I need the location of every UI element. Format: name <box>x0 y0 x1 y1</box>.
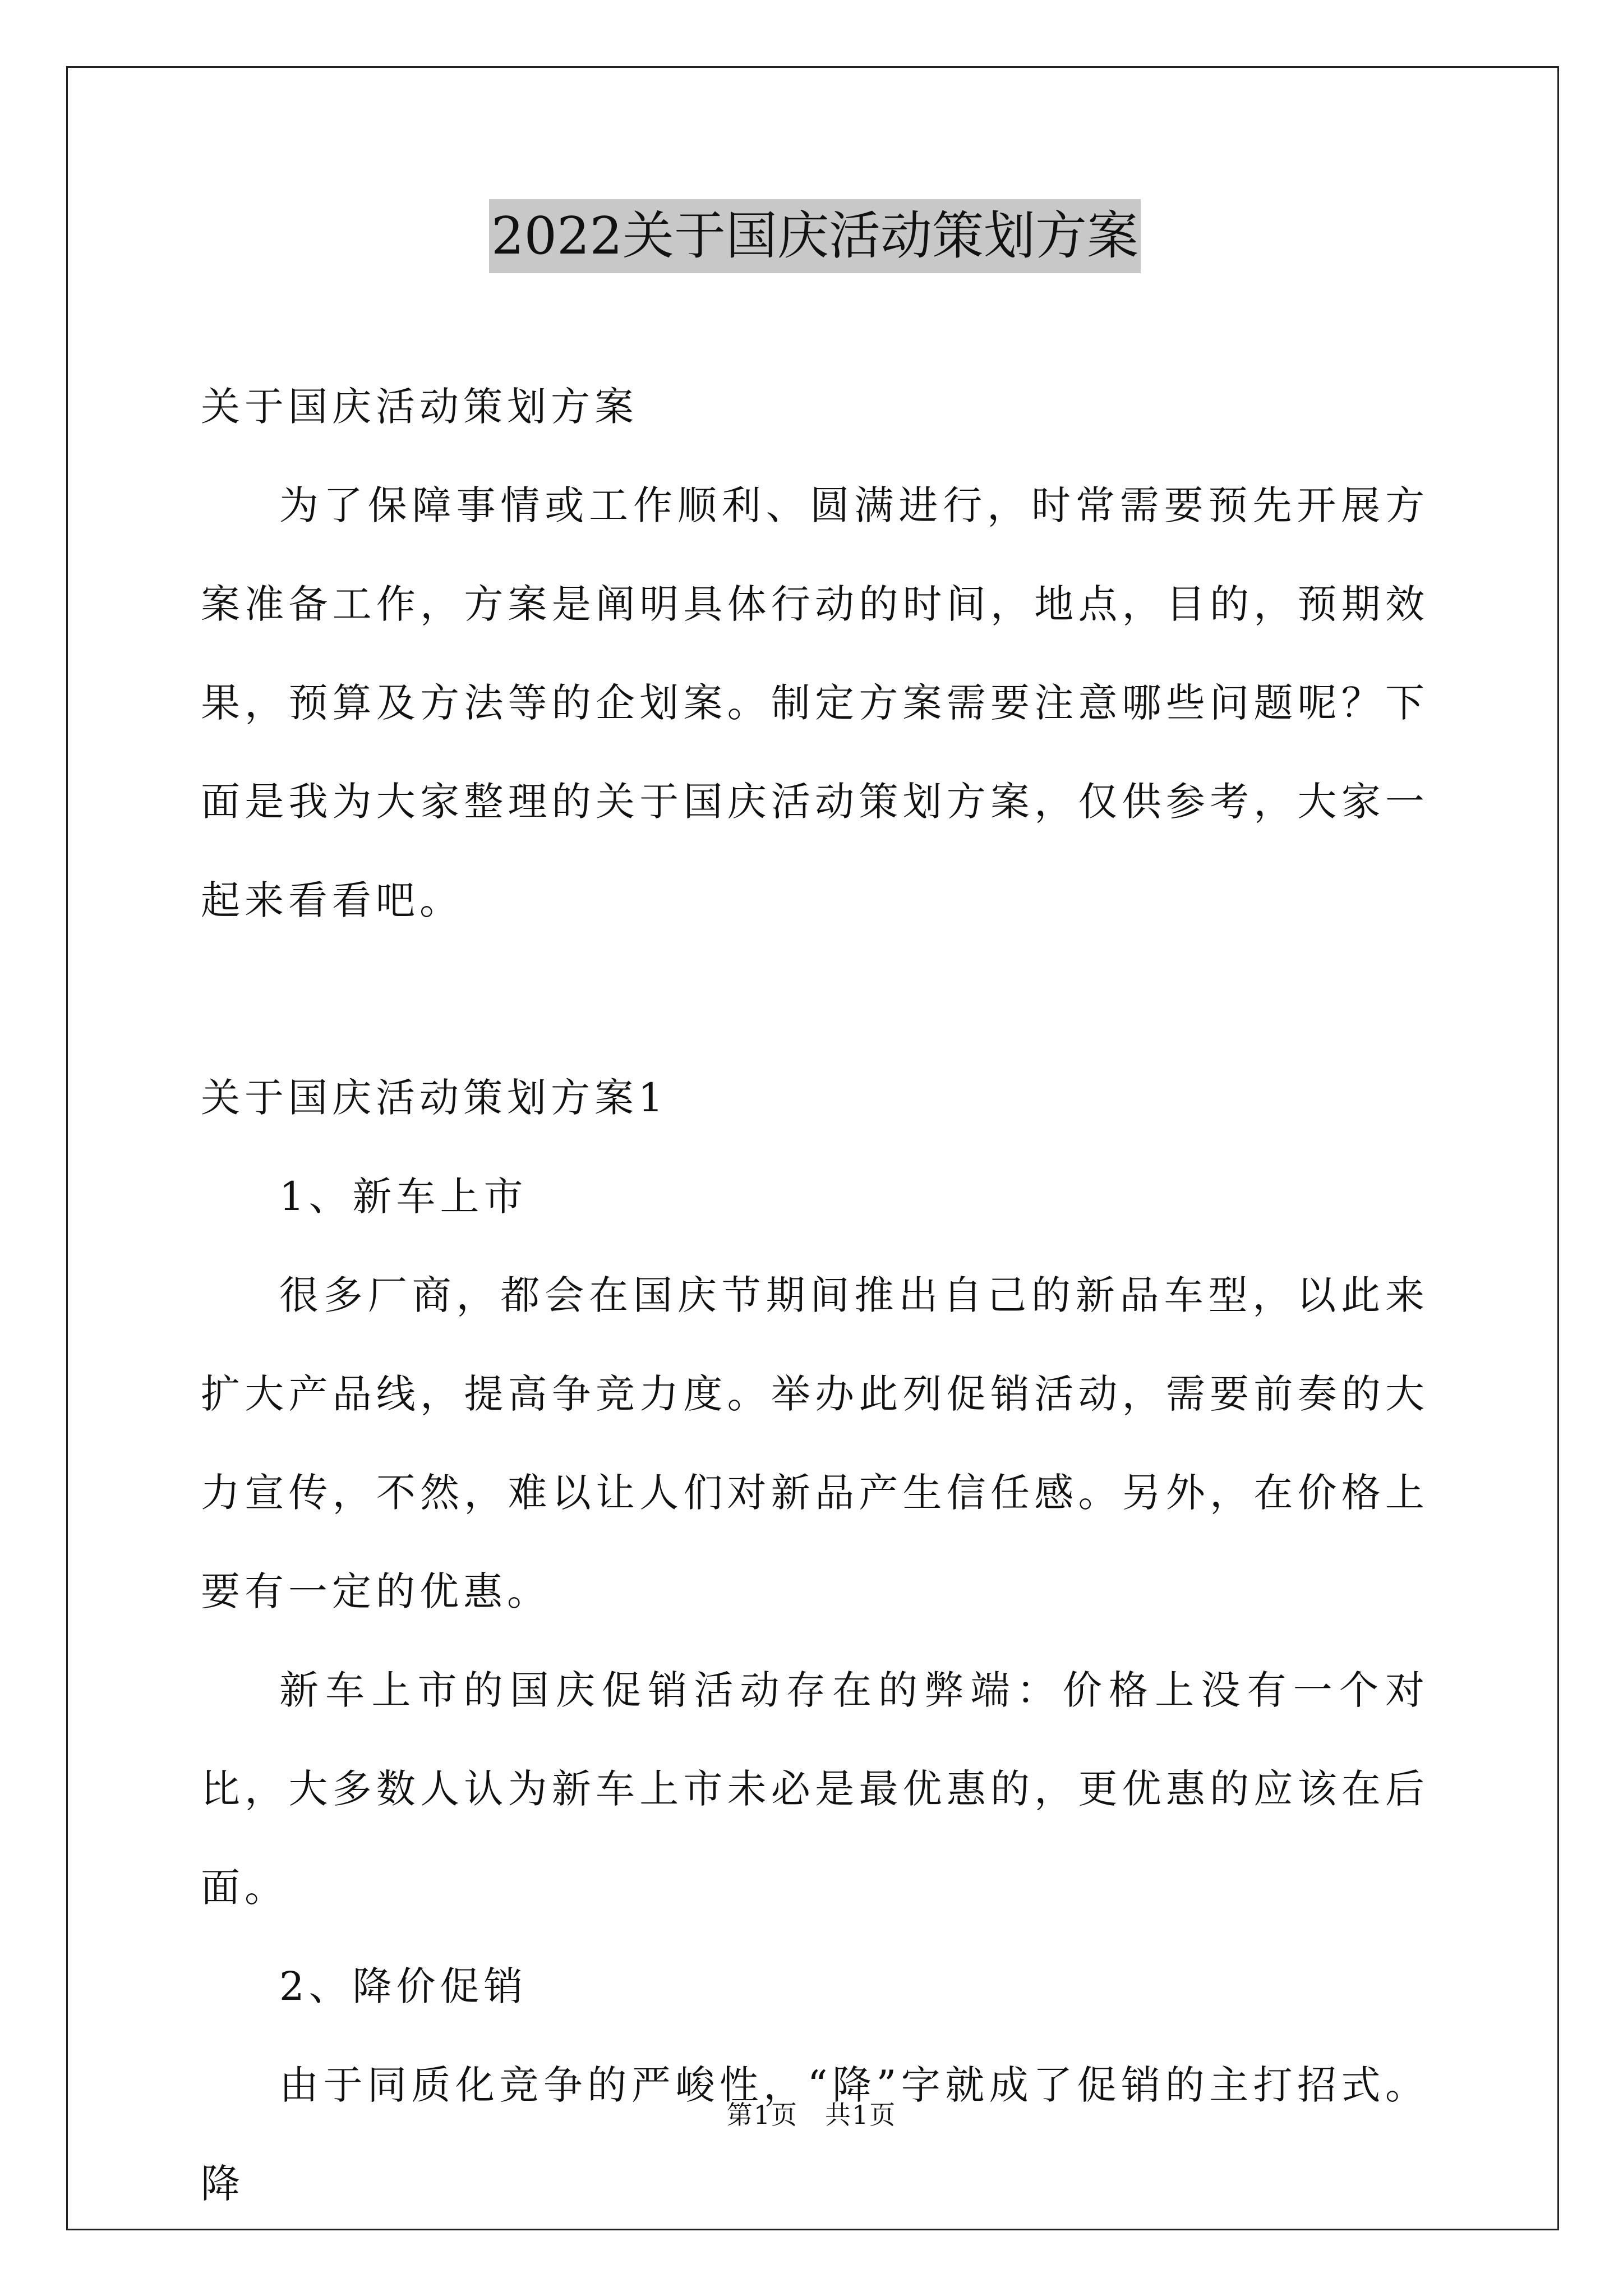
item-heading-price-cut: 2、降价促销 <box>279 1963 528 2009</box>
document-body <box>201 199 1429 2233</box>
document-title: 2022关于国庆活动策划方案 <box>489 199 1141 273</box>
intro-paragraph: 为了保障事情或工作顺利、圆满进行，时常需要预先开展方案准备工作，方案是阐明具体行动的时间，地点，目的，预期效果，预算及方法等的企划案。制定方案需要注意哪些问题呢？下面是我为大家整理的关于国庆活动策划方案，仅供参考，大家一起来看看吧。 <box>201 482 1429 923</box>
section-spacer <box>201 950 1429 1048</box>
page-footer: 第1页 共1页 <box>726 2100 897 2130</box>
paragraph-new-car-1: 很多厂商，都会在国庆节期间推出自己的新品车型，以此来扩大产品线，提高争竞力度。举办此列促销活动，需要前奏的大力宣传，不然，难以让人们对新品产生信任感。另外，在价格上要有一定的优惠。 <box>201 1272 1429 1614</box>
item-heading-new-car: 1、新车上市 <box>279 1174 528 1220</box>
paragraph-price-cut-1: 由于同质化竞争的严峻性，“降”字就成了促销的主打招式。降 <box>201 2062 1429 2207</box>
section-title: 关于国庆活动策划方案1 <box>201 1075 668 1121</box>
paragraph-new-car-2: 新车上市的国庆促销活动存在的弊端：价格上没有一个对比，大多数人认为新车上市未必是最优惠的，更优惠的应该在后面。 <box>201 1667 1429 1911</box>
title-wrap <box>201 199 1429 273</box>
document-subtitle: 关于国庆活动策划方案 <box>201 384 638 430</box>
